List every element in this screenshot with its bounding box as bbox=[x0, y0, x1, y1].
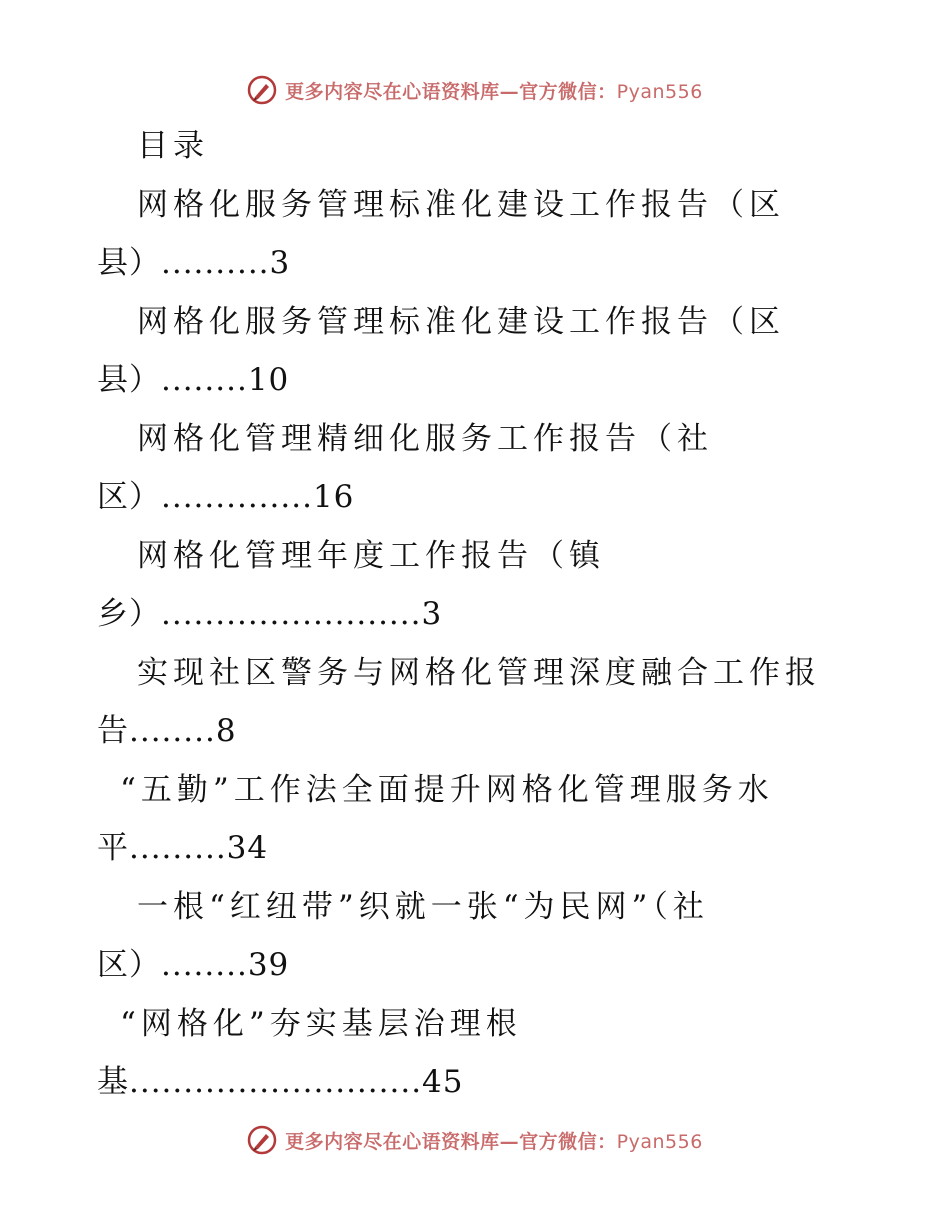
toc-entry-4-title[interactable]: 网格化管理年度工作报告（镇 bbox=[137, 537, 605, 574]
banner-label: 更多内容尽在心语资料库—官方微信： bbox=[285, 80, 617, 103]
table-of-contents bbox=[0, 117, 950, 1112]
toc-entry-6-page[interactable]: 平.........34 bbox=[97, 830, 269, 866]
banner-label: 更多内容尽在心语资料库—官方微信： bbox=[285, 1130, 617, 1153]
toc-entry-8-title[interactable]: “网格化”夯实基层治理根 bbox=[120, 1005, 522, 1042]
toc-entry-6-title[interactable]: “五勤”工作法全面提升网格化管理服务水 bbox=[120, 771, 774, 808]
toc-entry-2-title[interactable]: 网格化服务管理标准化建设工作报告（区 bbox=[137, 303, 785, 340]
toc-entry-4-page[interactable]: 乡）........................3 bbox=[97, 596, 443, 632]
toc-entry-7-page[interactable]: 区）........39 bbox=[97, 947, 290, 983]
toc-entry-3-title[interactable]: 网格化管理精细化服务工作报告（社 bbox=[137, 420, 713, 457]
toc-heading: 目录 bbox=[137, 128, 209, 164]
wechat-id: Pyan556 bbox=[616, 1130, 703, 1153]
banner-text bbox=[285, 77, 703, 104]
footer-banner bbox=[0, 1120, 950, 1160]
toc-entry-2-page[interactable]: 县）........10 bbox=[97, 362, 290, 398]
toc-entry-8-page[interactable]: 基...........................45 bbox=[97, 1064, 464, 1100]
toc-entry-5-page[interactable]: 告........8 bbox=[97, 713, 237, 749]
pen-logo-icon bbox=[247, 75, 277, 105]
header-banner bbox=[0, 70, 950, 110]
pen-logo-icon bbox=[247, 1125, 277, 1155]
toc-entry-5-title[interactable]: 实现社区警务与网格化管理深度融合工作报 bbox=[137, 654, 821, 691]
wechat-id: Pyan556 bbox=[616, 80, 703, 103]
toc-entry-1-title[interactable]: 网格化服务管理标准化建设工作报告（区 bbox=[137, 186, 785, 223]
banner-text bbox=[285, 1127, 703, 1154]
toc-entry-3-page[interactable]: 区）..............16 bbox=[97, 479, 355, 515]
toc-entry-1-page[interactable]: 县）..........3 bbox=[97, 245, 291, 281]
toc-entry-7-title[interactable]: 一根“红纽带”织就一张“为民网”（社 bbox=[137, 888, 709, 925]
